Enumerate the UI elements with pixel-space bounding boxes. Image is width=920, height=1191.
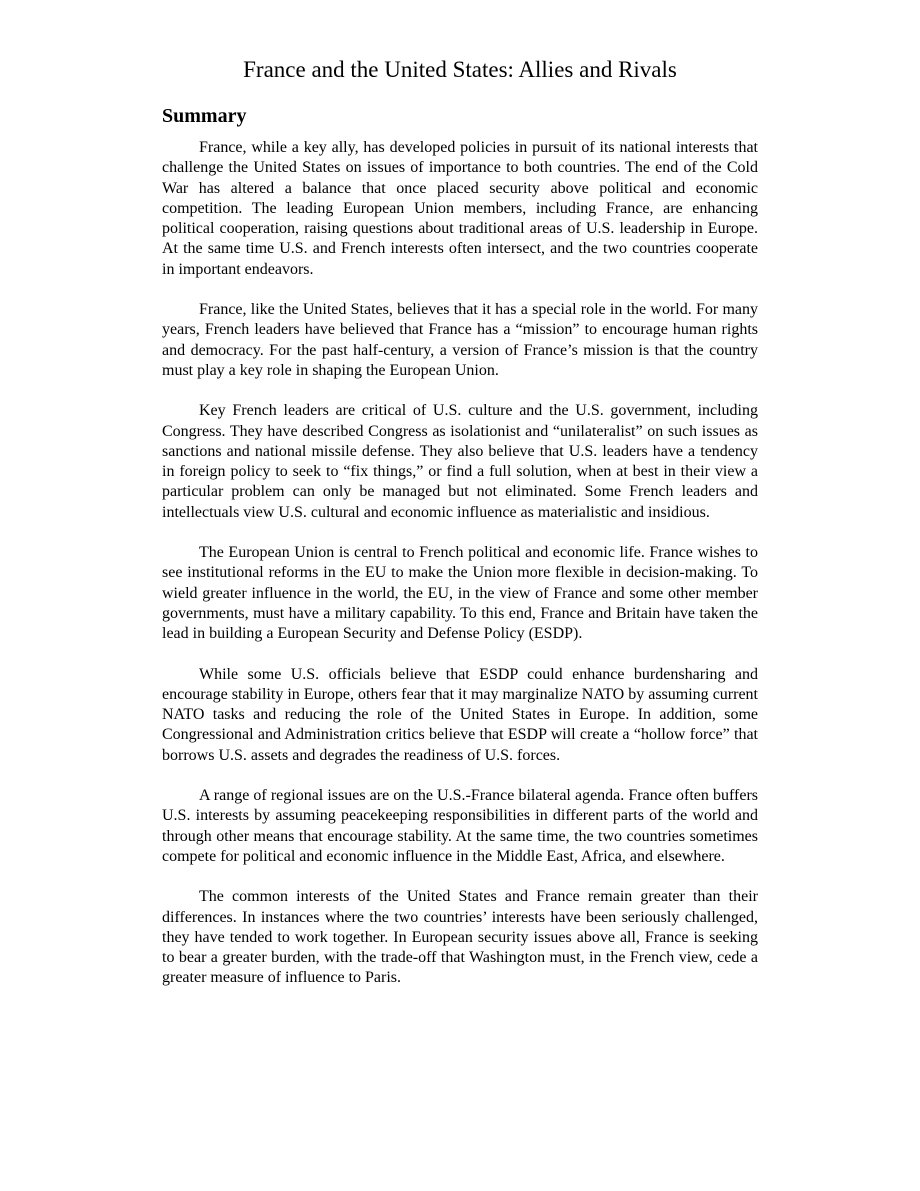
summary-paragraph-1: France, while a key ally, has developed policies in pursuit of its national interests that challenge the United States on issues of importance to both countries. The end of the Cold War has altered a balance that once placed security above political and economic competition. The leading European Union members, including France, are enhancing political cooperation, raising questions about traditional areas of U.S. leadership in Europe. At the same time U.S. and French interests often intersect, and the two countries cooperate in important endeavors. bbox=[162, 139, 758, 278]
document-page bbox=[162, 54, 758, 1009]
section-heading-summary: Summary bbox=[162, 105, 247, 127]
summary-paragraph-3: Key French leaders are critical of U.S. culture and the U.S. government, including Congress. They have described Congress as isolationist and “unilateralist” on such issues as sanctions and national missile defense. They also believe that U.S. leaders have a tendency in foreign policy to seek to “fix things,” or find a full solution, when at best in their view a particular problem can only be managed but not eliminated. Some French leaders and intellectuals view U.S. cultural and economic influence as materialistic and insidious. bbox=[162, 402, 758, 521]
summary-paragraph-6: A range of regional issues are on the U.S.-France bilateral agenda. France often buffers U.S. interests by assuming peacekeeping responsibilities in different parts of the world and through other means that encourage stability. At the same time, the two countries sometimes compete for political and economic influence in the Middle East, Africa, and elsewhere. bbox=[162, 787, 758, 865]
summary-paragraph-5: While some U.S. officials believe that ESDP could enhance burdensharing and encourage stability in Europe, others fear that it may marginalize NATO by assuming current NATO tasks and reducing the role of the United States in Europe. In addition, some Congressional and Administration critics believe that ESDP will create a “hollow force” that borrows U.S. assets and degrades the readiness of U.S. forces. bbox=[162, 665, 758, 764]
summary-paragraph-4: The European Union is central to French political and economic life. France wishes to see institutional reforms in the EU to make the Union more flexible in decision-making. To wield greater influence in the world, the EU, in the view of France and some other member governments, must have a military capability. To this end, France and Britain have taken the lead in building a European Security and Defense Policy (ESDP). bbox=[162, 544, 758, 643]
document-title: France and the United States: Allies and Rivals bbox=[243, 57, 677, 82]
summary-paragraph-7: The common interests of the United States and France remain greater than their differences. In instances where the two countries’ interests have been seriously challenged, they have tended to work together. In European security issues above all, France is seeking to bear a greater burden, with the trade-off that Washington must, in the French view, cede a greater measure of influence to Paris. bbox=[162, 888, 758, 987]
summary-paragraph-2: France, like the United States, believes that it has a special role in the world. For many years, French leaders have believed that France has a “mission” to encourage human rights and democracy. For the past half-century, a version of France’s mission is that the country must play a key role in shaping the European Union. bbox=[162, 301, 758, 379]
